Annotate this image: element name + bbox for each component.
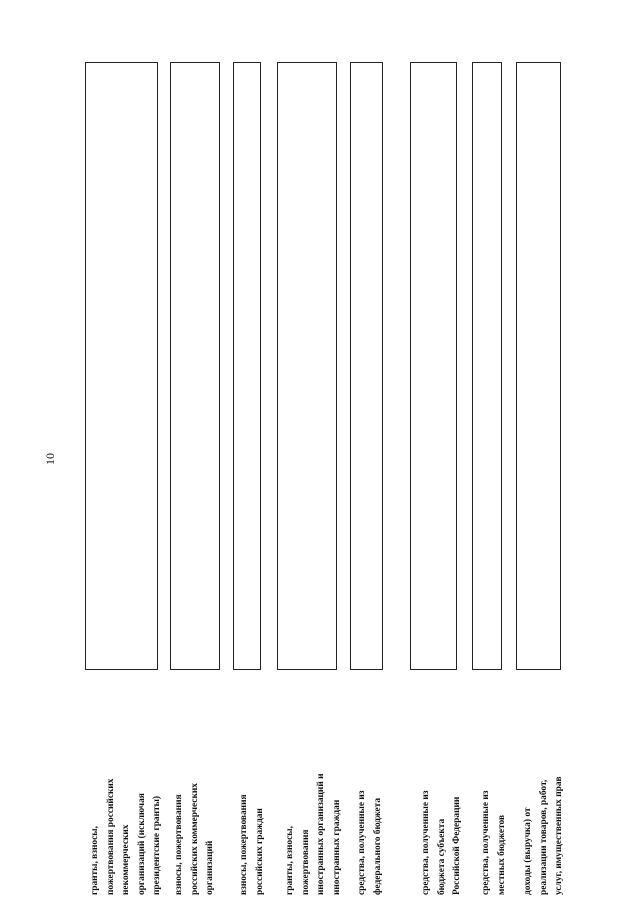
value-cell[interactable] xyxy=(516,62,561,670)
row-label-text: взносы, пожертвования российских коммерческих организаций xyxy=(174,783,216,895)
row-label-text: средства, полученные из бюджета субъекта Российской Федерации xyxy=(421,790,463,895)
page-number: 10 xyxy=(43,453,57,465)
row-label-text: средства, полученные из федерального бюджета xyxy=(357,790,383,895)
row-label-text: средства, полученные из местных бюджетов xyxy=(481,790,507,895)
row-label-text: гранты, взносы, пожертвования российских некоммерческих организаций (исключая президентские гранты) xyxy=(90,778,163,895)
row-label-text: взносы, пожертвования российских граждан xyxy=(239,794,265,895)
row-label-text: гранты, взносы, пожертвования иностранных организаций и иностранных граждан xyxy=(285,773,342,895)
row-label-text: доходы (выручка) от реализации товаров, работ, услуг, имущественных прав xyxy=(523,776,565,895)
